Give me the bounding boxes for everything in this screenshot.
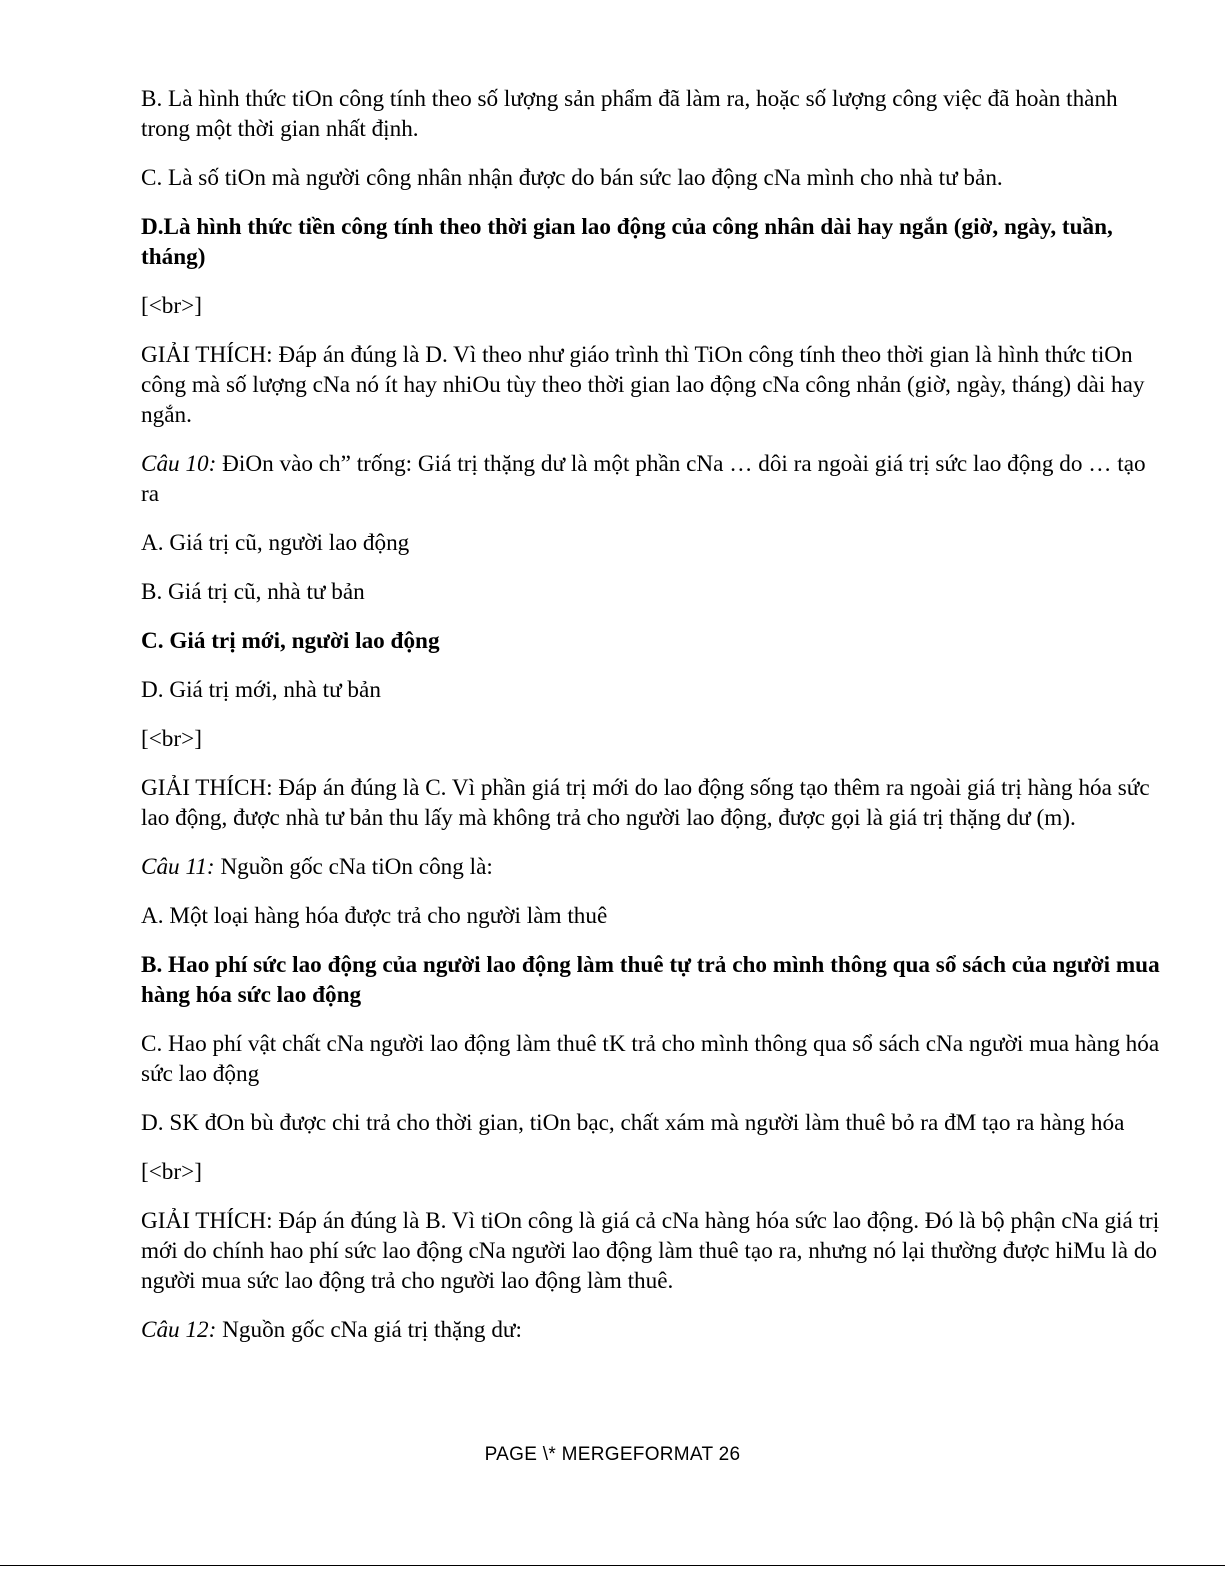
explanation-paragraph: GIẢI THÍCH: Đáp án đúng là D. Vì theo như giáo trình thì TiOn công tính theo thời gian là hình thức tiOn công mà số lượng cNa nó ít hay nhiOu tùy theo thời gian lao động cNa công nhản (giờ, ngày, tháng) dài hay ngắn. — [141, 342, 1145, 428]
explanation-paragraph: GIẢI THÍCH: Đáp án đúng là B. Vì tiOn công là giá cả cNa hàng hóa sức lao động. Đó là bộ phận cNa giá trị mới do chính hao phí sức lao động cNa người lao động làm thuê tạo ra, nhưng nó lại thường được hiMu là do người mua sức lao động trả cho người lao động làm thuê. — [141, 1208, 1160, 1294]
option-paragraph: A. Giá trị cũ, người lao động — [141, 530, 410, 556]
answer-paragraph-bold: C. Giá trị mới, người lao động — [141, 628, 440, 654]
document-body — [141, 84, 1161, 1364]
page-bottom-divider — [0, 1565, 1225, 1566]
explanation-paragraph: GIẢI THÍCH: Đáp án đúng là C. Vì phần giá trị mới do lao động sống tạo thêm ra ngoài giá trị hàng hóa sức lao động, được nhà tư bản thu lấy mà không trả cho người lao động, được gọi là giá trị thặng dư (m). — [141, 775, 1150, 831]
question-paragraph: Câu 10: ĐiOn vào ch” trống: Giá trị thặng dư là một phần cNa … dôi ra ngoài giá trị sức lao động do … tạo ra — [141, 451, 1146, 507]
answer-paragraph-bold: B. Hao phí sức lao động của người lao động làm thuê tự trả cho mình thông qua sổ sách của người mua hàng hóa sức lao động — [141, 952, 1160, 1008]
option-paragraph: B. Giá trị cũ, nhà tư bản — [141, 579, 365, 605]
question-label: Câu 10: — [141, 451, 217, 477]
option-paragraph: D. SK đOn bù được chi trả cho thời gian, tiOn bạc, chất xám mà người làm thuê bỏ ra đM tạo ra hàng hóa — [141, 1110, 1125, 1136]
paragraph: B. Là hình thức tiOn công tính theo số lượng sản phẩm đã làm ra, hoặc số lượng công việc đã hoàn thành trong một thời gian nhất định. — [141, 86, 1118, 142]
question-paragraph: Câu 11: Nguồn gốc cNa tiOn công là: — [141, 854, 493, 880]
paragraph: C. Là số tiOn mà người công nhân nhận được do bán sức lao động cNa mình cho nhà tư bản. — [141, 165, 1003, 191]
page-footer: PAGE \* MERGEFORMAT 26 — [484, 1444, 741, 1465]
option-paragraph: D. Giá trị mới, nhà tư bản — [141, 677, 381, 703]
question-label: Câu 11: — [141, 854, 215, 880]
line-break-marker: [<br>] — [141, 293, 202, 319]
question-paragraph: Câu 12: Nguồn gốc cNa giá trị thặng dư: — [141, 1317, 522, 1343]
answer-paragraph-bold: D.Là hình thức tiền công tính theo thời gian lao động của công nhân dài hay ngắn (giờ, ngày, tuần, tháng) — [141, 214, 1113, 270]
question-label: Câu 12: — [141, 1317, 217, 1343]
line-break-marker: [<br>] — [141, 726, 202, 752]
option-paragraph: C. Hao phí vật chất cNa người lao động làm thuê tK trả cho mình thông qua sổ sách cNa người mua hàng hóa sức lao động — [141, 1031, 1160, 1087]
option-paragraph: A. Một loại hàng hóa được trả cho người làm thuê — [141, 903, 608, 929]
line-break-marker: [<br>] — [141, 1159, 202, 1185]
